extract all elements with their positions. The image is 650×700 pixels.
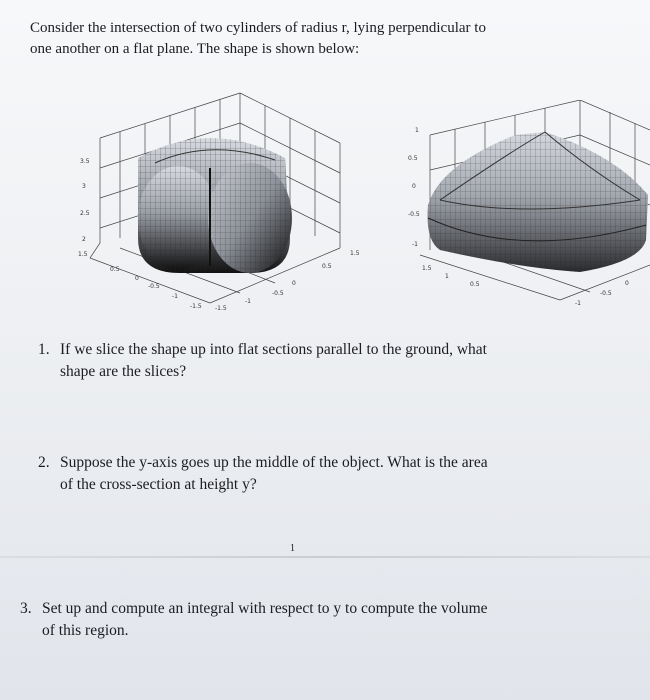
- question-2-line-1: Suppose the y-axis goes up the middle of the object. What is the area: [60, 454, 488, 471]
- svg-text:0: 0: [292, 280, 296, 287]
- svg-text:3: 3: [82, 183, 86, 190]
- question-1-line-1: If we slice the shape up into flat sections parallel to the ground, what: [60, 341, 487, 358]
- svg-text:-1: -1: [412, 241, 418, 248]
- svg-text:-1: -1: [245, 298, 251, 305]
- figure-two-cylinders: [60, 88, 370, 328]
- question-2-number: 2.: [38, 454, 50, 471]
- svg-text:0.5: 0.5: [322, 263, 332, 270]
- svg-text:-0.5: -0.5: [272, 290, 284, 297]
- svg-text:-0.5: -0.5: [600, 290, 612, 297]
- question-1-number: 1.: [38, 341, 50, 358]
- svg-text:0: 0: [135, 275, 139, 282]
- svg-text:2.5: 2.5: [80, 210, 90, 217]
- left-z-axis-ticks: [78, 158, 90, 258]
- svg-text:-1: -1: [575, 300, 581, 307]
- svg-text:0: 0: [412, 183, 416, 190]
- svg-text:-1.5: -1.5: [190, 303, 202, 310]
- svg-text:0.5: 0.5: [408, 155, 418, 162]
- page-number: 1: [290, 543, 295, 554]
- svg-text:-1.5: -1.5: [215, 305, 227, 312]
- svg-text:0: 0: [625, 280, 629, 287]
- solid-surface: [428, 132, 649, 272]
- right-x-axis-ticks: [422, 265, 480, 288]
- svg-text:1: 1: [415, 127, 419, 134]
- right-z-axis-ticks: [408, 127, 420, 248]
- svg-text:-0.5: -0.5: [148, 283, 160, 290]
- svg-text:2: 2: [82, 236, 86, 243]
- intro-paragraph: [30, 18, 590, 60]
- right-y-axis-ticks: [575, 280, 629, 307]
- question-3-number: 3.: [20, 600, 32, 617]
- svg-text:-0.5: -0.5: [408, 211, 420, 218]
- question-2-line-2: of the cross-section at height y?: [60, 476, 257, 493]
- svg-text:1.5: 1.5: [422, 265, 432, 272]
- question-1-line-2: shape are the slices?: [60, 363, 187, 380]
- cylinders-surface: [138, 138, 292, 273]
- question-3-line-1: Set up and compute an integral with respect to y to compute the volume: [42, 600, 488, 617]
- question-3-line-2: of this region.: [42, 622, 129, 639]
- page-fold-divider: [0, 556, 650, 558]
- svg-text:0.5: 0.5: [470, 281, 480, 288]
- intro-line-1: Consider the intersection of two cylinders of radius r, lying perpendicular to: [30, 20, 486, 36]
- svg-text:3.5: 3.5: [80, 158, 90, 165]
- svg-text:1: 1: [445, 273, 449, 280]
- figure-intersection-solid: [400, 100, 650, 320]
- svg-text:1.5: 1.5: [350, 250, 360, 257]
- svg-text:0.5: 0.5: [110, 266, 120, 273]
- intro-line-2: one another on a flat plane. The shape is shown below:: [30, 41, 360, 57]
- svg-text:-1: -1: [172, 293, 178, 300]
- svg-text:1.5: 1.5: [78, 251, 88, 258]
